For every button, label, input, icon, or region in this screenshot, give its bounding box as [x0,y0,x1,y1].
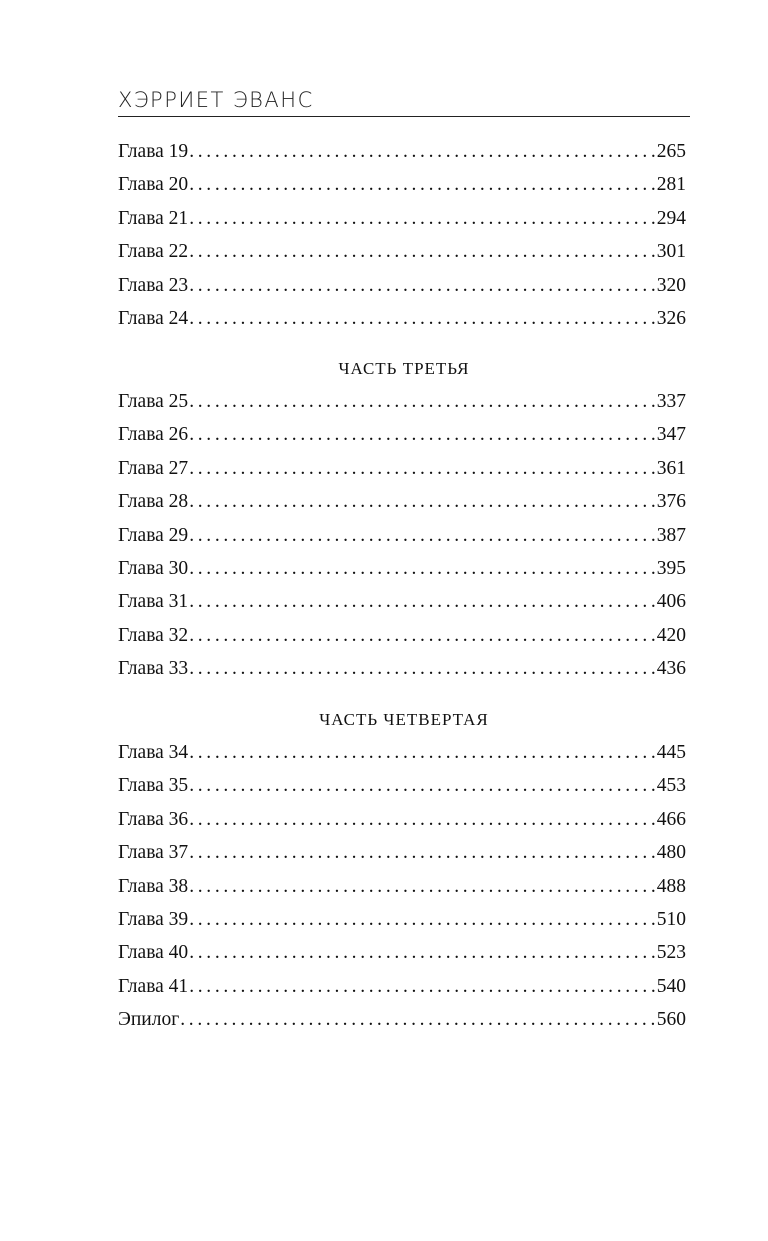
dot-leader [189,870,657,903]
toc-entry [118,970,690,1003]
dot-leader [189,485,657,518]
toc-entry [118,452,690,485]
toc-entry-page: 387 [656,524,686,546]
toc-entry-title: Глава 39 [118,908,189,930]
toc-entry [118,652,690,685]
toc-entry [118,202,690,235]
toc-entry [118,619,690,652]
toc-entry-page: 281 [656,174,686,196]
toc-entry-title: Эпилог [118,1009,180,1031]
toc-entry-title: Глава 27 [118,457,189,479]
toc-entry [118,736,690,769]
toc-entry [118,870,690,903]
toc-section-continued [118,135,690,335]
toc-entry-title: Глава 35 [118,775,189,797]
toc-entry-page: 406 [656,591,686,613]
dot-leader [189,168,657,201]
toc-entry-title: Глава 37 [118,842,189,864]
dot-leader [189,652,657,685]
toc-entry-page: 326 [656,307,686,329]
toc-entry-page: 560 [656,1009,686,1031]
dot-leader [189,585,657,618]
dot-leader [189,418,657,451]
part-three-heading: ЧАСТЬ ТРЕТЬЯ [338,359,470,378]
dot-leader [189,936,657,969]
toc-entry-title: Глава 38 [118,875,189,897]
toc-section-part-three [118,385,690,686]
toc-entry-page: 510 [656,908,686,930]
toc-entry [118,135,690,168]
dot-leader [189,135,657,168]
toc-entry-title: Глава 28 [118,491,189,513]
toc-entry-page: 540 [656,975,686,997]
toc-entry [118,485,690,518]
dot-leader [189,202,657,235]
toc-entry-title: Глава 40 [118,942,189,964]
dot-leader [189,385,657,418]
dot-leader [180,1003,657,1036]
toc-entry-page: 301 [656,241,686,263]
dot-leader [189,836,657,869]
dot-leader [189,970,657,1003]
toc-entry [118,585,690,618]
toc-entry-title: Глава 41 [118,975,189,997]
toc-entry-title: Глава 21 [118,207,189,229]
dot-leader [189,519,657,552]
toc-entry-title: Глава 31 [118,591,189,613]
toc-entry-title: Глава 36 [118,808,189,830]
toc-entry [118,418,690,451]
toc-entry [118,269,690,302]
toc-entry-title: Глава 33 [118,658,189,680]
running-head [118,86,690,117]
toc-entry-page: 488 [656,875,686,897]
toc-entry [118,235,690,268]
toc-entry-title: Глава 20 [118,174,189,196]
toc-entry-epilogue [118,1003,690,1036]
toc-entry-page: 445 [656,742,686,763]
dot-leader [189,552,657,585]
toc-entry-page: 320 [656,274,686,296]
toc-entry-title: Глава 34 [118,742,189,763]
toc-entry-title: Глава 22 [118,241,189,263]
dot-leader [189,302,657,335]
toc-entry-page: 395 [656,557,686,579]
dot-leader [189,619,657,652]
toc-entry [118,302,690,335]
toc-entry-title: Глава 32 [118,624,189,646]
toc-entry-title: Глава 24 [118,307,189,329]
toc-entry [118,936,690,969]
dot-leader [189,769,657,802]
toc-entry-page: 265 [656,141,686,162]
dot-leader [189,269,657,302]
toc-entry [118,552,690,585]
toc-entry [118,903,690,936]
toc-entry-page: 347 [656,424,686,446]
toc-entry [118,385,690,418]
author-name: ХЭРРИЕТ ЭВАНС [118,88,314,112]
dot-leader [189,452,657,485]
toc-entry-page: 337 [656,391,686,412]
toc-entry-title: Глава 25 [118,391,189,412]
part-four-heading: ЧАСТЬ ЧЕТВЕРТАЯ [319,710,489,729]
dot-leader [189,736,657,769]
toc-entry-page: 361 [656,457,686,479]
dot-leader [189,903,657,936]
toc-entry-page: 480 [656,842,686,864]
toc-entry [118,803,690,836]
toc-entry-page: 523 [656,942,686,964]
toc-entry-page: 294 [656,207,686,229]
toc-entry [118,836,690,869]
dot-leader [189,235,657,268]
toc-entry [118,769,690,802]
toc-entry-title: Глава 29 [118,524,189,546]
toc-entry-title: Глава 23 [118,274,189,296]
toc-entry-page: 420 [656,624,686,646]
toc-entry-title: Глава 30 [118,557,189,579]
toc-entry-title: Глава 19 [118,141,189,162]
toc-section-part-four [118,736,690,1037]
dot-leader [189,803,657,836]
toc-entry-title: Глава 26 [118,424,189,446]
toc-entry [118,168,690,201]
toc-entry-page: 453 [656,775,686,797]
toc-entry-page: 466 [656,808,686,830]
toc-entry [118,519,690,552]
toc-entry-page: 436 [656,658,686,680]
toc-entry-page: 376 [656,491,686,513]
